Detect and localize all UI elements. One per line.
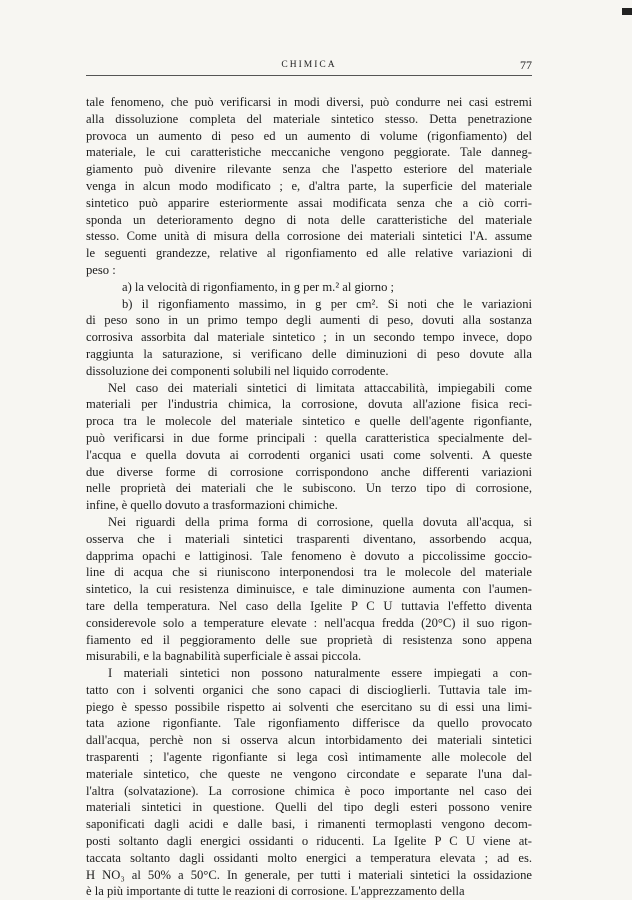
- text-line: b) il rigonfiamento massimo, in g per cm². Si noti che le variazioni: [122, 296, 532, 311]
- text-line: considerevole solo a temperature elevate : nell'acqua fredda (20°C) il suo rigon-: [86, 615, 532, 630]
- paragraph: [86, 279, 532, 296]
- text-line: giamento può divenire rilevante senza che l'aspetto esteriore del materiale: [86, 162, 532, 177]
- text-line: dissoluzione dei componenti solubili nel liquido corrodente.: [86, 363, 389, 378]
- text-line: peso :: [86, 262, 116, 277]
- text-line: materiale, le cui caratteristiche meccaniche vengono peggiorate. Tale danneg-: [86, 145, 532, 160]
- text-line: tata azione rigonfiante. Tale rigonfiamento differisce da quello provocato: [86, 716, 532, 731]
- text-line: saponificati dagli acidi e dalle basi, i rimanenti termoplasti vengono decom-: [86, 817, 532, 832]
- text-line: proca tra le molecole del materiale sintetico e quelle dell'agente rigonfiante,: [86, 414, 532, 429]
- running-title: CHIMICA: [281, 60, 337, 70]
- text-line: tare della temperatura. Nel caso della Igelite P C U tuttavia l'effetto diventa: [86, 598, 532, 613]
- text-line: le seguenti grandezze, relative al rigonfiamento ed alle relative variazioni di: [86, 246, 532, 261]
- text-line: Nel caso dei materiali sintetici di limitata attaccabilità, impiegabili come: [108, 380, 532, 395]
- text-line: l'acqua e quella dovuta ai corrodenti organici usati come solventi. A queste: [86, 447, 532, 462]
- text-line: tale fenomeno, che può verificarsi in modi diversi, può condurre nei casi estremi: [86, 95, 532, 109]
- text-line: due diverse forme di corrosione corrispondono anche differenti variazioni: [86, 464, 532, 479]
- text-line: misurabili, e la bagnabilità superficiale è assai piccola.: [86, 649, 362, 664]
- text-line: sponda un deterioramento degno di nota delle caratteristiche del materiale: [86, 212, 532, 227]
- text-line: I materiali sintetici non possono naturalmente essere impiegati a con-: [108, 666, 532, 681]
- text-line: stesso. Come unità di misura della corrosione dei materiali sintetici l'A. assume: [86, 229, 532, 244]
- body-text: [86, 94, 532, 900]
- text-line: materiale sintetico, che queste ne vengono circondate e separate l'una dal-: [86, 766, 532, 781]
- text-line: tatto con i solventi organici che sono capaci di discioglierli. Tuttavia tale im-: [86, 682, 532, 697]
- text-line: piego è spesso possibile rispetto ai solventi che esercitano su di essi una limi-: [86, 699, 532, 714]
- text-line: nelle proprietà dei materiali che le subiscono. Un terzo tipo di corrosione,: [86, 481, 532, 496]
- text-line: a) la velocità di rigonfiamento, in g per m.² al giorno ;: [122, 279, 395, 294]
- paragraph: [86, 380, 532, 514]
- text-line: osserva che i materiali sintetici trasparenti diventano, assorbendo acqua,: [86, 531, 532, 546]
- paragraph: [86, 514, 532, 665]
- text-line: materiali sintetici in questione. Quelli del tipo degli esteri possono venire: [86, 800, 532, 815]
- text-line: posti soltanto dagli energici ossidanti o riducenti. La Igelite P C U viene at-: [86, 834, 532, 849]
- text-line: può verificarsi in due forme principali : quella caratteristica specialmente del-: [86, 430, 532, 445]
- text-line: Nei riguardi della prima forma di corrosione, quella dovuta all'acqua, si: [108, 514, 532, 529]
- header-rule: [86, 75, 532, 76]
- text-line: raggiunta la saturazione, si verificano delle diminuzioni di peso dovute alla: [86, 346, 532, 361]
- paragraph: [86, 665, 532, 900]
- text-line: provoca un aumento di peso ed un aumento di volume (rigonfiamento) del: [86, 128, 532, 143]
- text-line: alla dissoluzione completa del materiale sintetico stesso. Detta penetrazione: [86, 111, 532, 126]
- text-line: dapprima opachi e lattiginosi. Tale fenomeno è dovuto a piccolissime goccio-: [86, 548, 532, 563]
- page-edge-mark: [622, 8, 632, 15]
- text-line: H NO₃ al 50% a 50°C. In generale, per tutti i materiali sintetici la ossidazione: [86, 867, 532, 882]
- text-line: materiali per l'industria chimica, la corrosione, dovuta all'azione fisica reci-: [86, 397, 532, 412]
- text-line: l'altra (solvatazione). La corrosione chimica è poco importante nel caso dei: [86, 783, 532, 798]
- text-line: venga in alcun modo modificato ; e, d'altra parte, la superficie del materiale: [86, 178, 532, 193]
- text-line: line di acqua che si riuniscono interponendosi tra le molecole del materiale: [86, 565, 532, 580]
- text-line: è la più importante di tutte le reazioni di corrosione. L'apprezzamento della: [86, 884, 465, 899]
- text-line: sintetico, la cui resistenza diminuisce, e tale diminuzione aumenta con l'aumen-: [86, 582, 532, 597]
- paragraph: [86, 296, 532, 380]
- text-line: di peso sono in un primo tempo degli aumenti di peso, dovuti alla sostanza: [86, 313, 532, 328]
- running-header: [86, 58, 532, 80]
- text-line: sintetico può apparire esteriormente assai modificata senza che a ciò corri-: [86, 195, 532, 210]
- paragraph: [86, 94, 532, 279]
- text-line: trasparenti ; l'agente rigonfiante si lega così intimamente alle molecole del: [86, 750, 532, 765]
- text-line: infine, è quello dovuto a trasformazioni chimiche.: [86, 498, 338, 513]
- text-line: dall'acqua, perchè non si osserva alcun intorbidamento dei materiali sintetici: [86, 733, 532, 748]
- text-line: corrosiva assorbita dal materiale sintetico ; in un secondo tempo invece, dopo: [86, 330, 532, 345]
- text-line: fiamento ed il peggioramento delle sue proprietà di resistenza sono appena: [86, 632, 532, 647]
- text-line: taccata soltanto dagli ossidanti molto energici a temperatura elevata ; ad es.: [86, 850, 532, 865]
- page-number: 77: [520, 58, 532, 72]
